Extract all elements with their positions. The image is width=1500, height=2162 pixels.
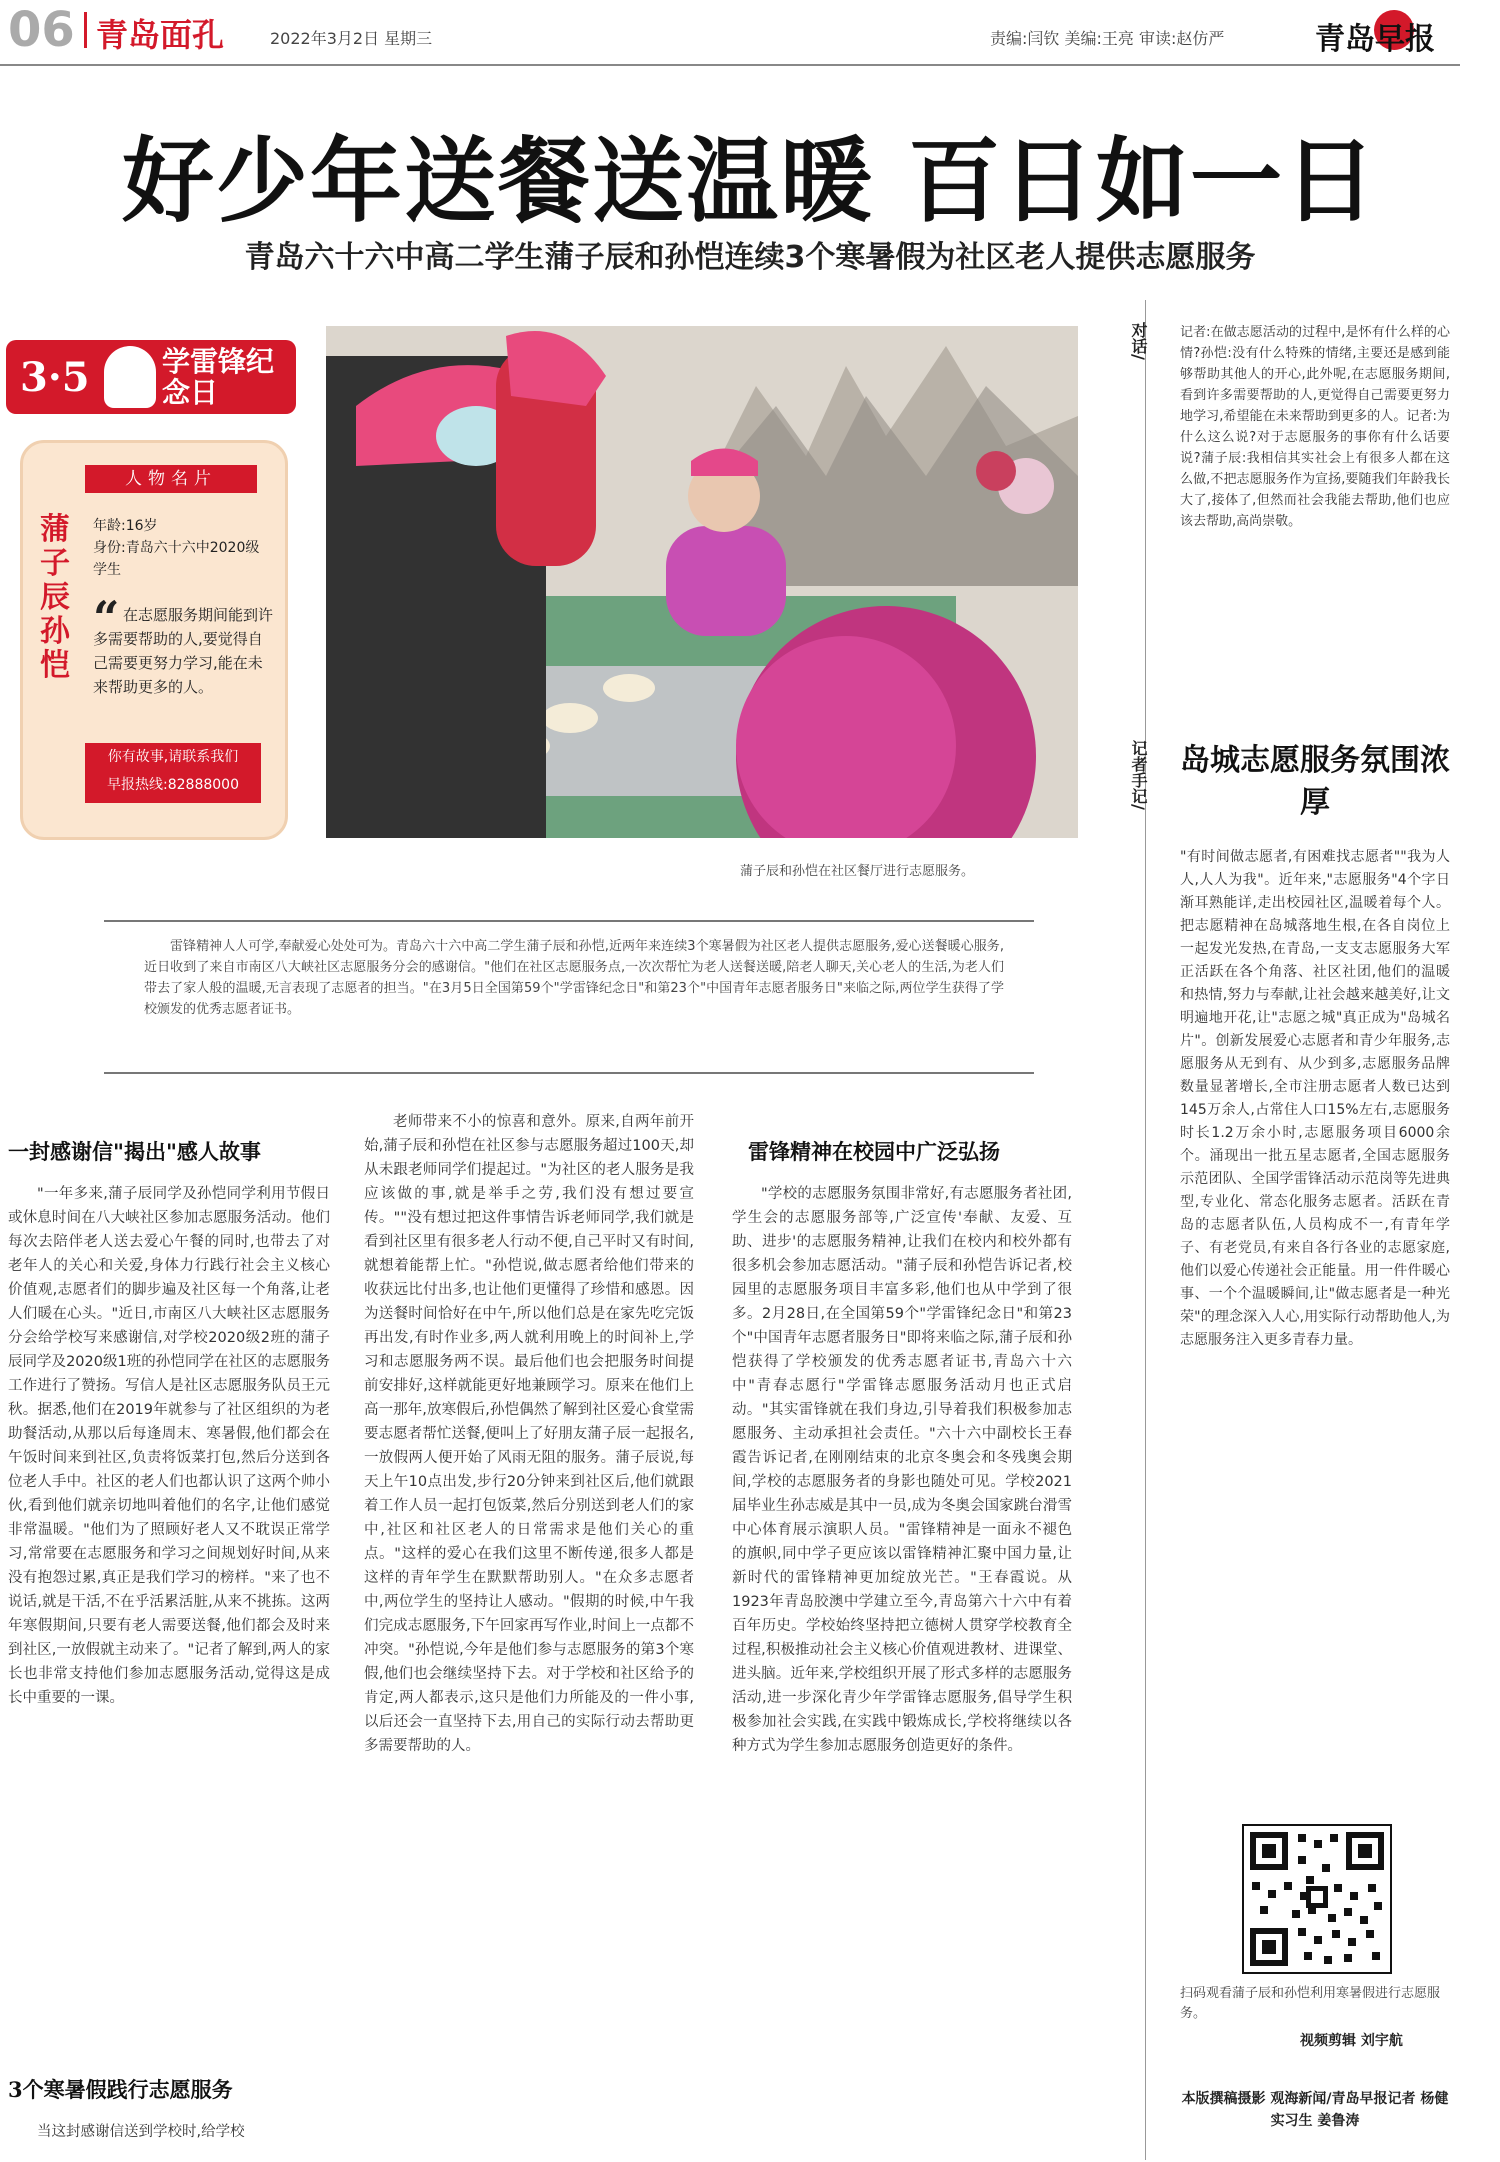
section-4-paragraph: 当这封感谢信送到学校时,给学校 — [37, 2124, 245, 2140]
video-credit: 视频剪辑 刘宇航 — [1300, 2033, 1403, 2049]
intro-text: 雷锋精神人人可学,奉献爱心处处可为。青岛六十六中高二学生蒲子辰和孙恺,近两年来连续3个寒暑假为社区老人提供志愿服务,爱心送餐暖心服务,近日收到了来自市南区八大峡社区志愿服务分会的感谢信。"他们在社区志愿服务点,一次次帮忙为老人送餐送暖,陪老人聊天,关心老人的生活,为老人们带去了家人般的温暖,无言表现了志愿者的担当。"在3月5日全国第59个"学雷锋纪念日"和第23个"中国青年志愿者服务日"来临之际,两位学生获得了学校颁发的优秀志愿者证书。 — [144, 939, 1004, 1017]
column-divider — [1145, 300, 1146, 2160]
profile-card-title: 人物名片 — [85, 465, 257, 493]
hotline-label: 你有故事,请联系我们 — [107, 749, 239, 765]
reporter-note-label: 记者手记/ — [1129, 740, 1148, 810]
profile-quote: 在志愿服务期间能到许多需要帮助的人,要觉得自己需要更努力学习,能在未来帮助更多的人。 — [93, 606, 274, 696]
dialogue-text: 记者:在做志愿活动的过程中,是怀有什么样的心情?孙恺:没有什么特殊的情绪,主要还是感到能够帮助其他人的开心,此外呢,在志愿服务期间,看到许多需要帮助的人,更觉得自己需要更努力地学习,希望能在未来帮助到更多的人。记者:为什么这么说?对于志愿服务的事你有什么话要说?蒲子辰:我相信其实社会上有很多人都在这么做,不把志愿服务作为宣扬,要随我们年龄我长大了,接体了,但然而社会我能去帮助,他们也应该去帮助,高尚崇敬。 — [1180, 325, 1450, 529]
qr-code-icon[interactable] — [1242, 1824, 1392, 1974]
photo-caption: 蒲子辰和孙恺在社区餐厅进行志愿服务。 — [740, 864, 975, 879]
page-header — [0, 0, 1460, 64]
hotline-box — [85, 743, 261, 803]
qr-caption: 扫码观看蒲子辰和孙恺利用寒暑假进行志愿服务。 — [1180, 1986, 1441, 2021]
reporter-note-title: 岛城志愿服务氛围浓厚 — [1180, 743, 1450, 820]
intro-box — [104, 920, 1034, 1074]
photo-illustration — [326, 326, 1078, 838]
hotline-number: 早报热线:82888000 — [107, 777, 239, 793]
lei-feng-day-badge — [6, 340, 296, 414]
header-rule — [0, 64, 1460, 66]
section-4-title: 3个寒暑假践行志愿服务 — [8, 2077, 233, 2102]
subheadline: 青岛六十六中高二学生蒲子辰和孙恺连续3个寒暑假为社区老人提供志愿服务 — [244, 240, 1256, 275]
section-title: 青岛面孔 — [96, 16, 225, 54]
profile-info — [93, 515, 273, 581]
news-photo — [326, 326, 1078, 838]
headline: 好少年送餐送温暖 百日如一日 — [121, 128, 1379, 235]
dialogue-label: 对话/ — [1129, 322, 1148, 360]
profile-card — [20, 440, 288, 840]
section-1-paragraph: "一年多来,蒲子辰同学及孙恺同学利用节假日或休息时间在八大峡社区参加志愿服务活动。他们每次去陪伴老人送去爱心午餐的同时,也带去了对老年人的关心和关爱,身体力行践行社会主义核心价值观,志愿者们的脚步遍及社区每一个角落,让老人们暖在心头。"近日,市南区八大峡社区志愿服务分会给学校写来感谢信,对学校2020级2班的蒲子辰同学及2020级1班的孙恺同学在社区的志愿服务工作进行了赞扬。写信人是社区志愿服务队员王元秋。据悉,他们在2019年就参与了社区组织的为老助餐活动,从那以后每逢周末、寒暑假,他们都会在午饭时间来到社区,负责将饭菜打包,然后分送到各位老人手中。社区的老人们也都认识了这两个帅小伙,看到他们就亲切地叫着他们的名字,让他们感觉非常温暖。"他们为了照顾好老人又不耽误正常学习,常常要在志愿服务和学习之间规划好时间,从来没有抱怨过累,真正是我们学习的榜样。"来了也不说话,就是干活,不在乎活累活脏,从来不挑拣。这两年寒假期间,只要有老人需要送餐,他们都会及时来到社区,一放假就主动来了。"记者了解到,两人的家长也非常支持他们参加志愿服务活动,觉得这是成长中重要的一课。 — [8, 1186, 330, 1706]
newspaper-brand: 青岛早报 — [1315, 22, 1435, 57]
section-divider — [84, 12, 87, 48]
section-1-title: 一封感谢信"揭出"感人故事 — [8, 1139, 261, 1164]
section-3-paragraph: "学校的志愿服务氛围非常好,有志愿服务者社团,学生会的志愿服务部等,广泛宣传'奉献、友爱、互助、进步'的志愿服务精神,让我们在校内和校外都有很多机会参加志愿活动。"蒲子辰和孙恺告诉记者,校园里的志愿服务项目丰富多彩,他们也从中学到了很多。2月28日,在全国第59个"学雷锋纪念日"和第23个"中国青年志愿者服务日"即将来临之际,蒲子辰和孙恺获得了学校颁发的优秀志愿者证书,青岛六十六中"青春志愿行"学雷锋志愿服务活动月也正式启动。"其实雷锋就在我们身边,引导着我们积极参加志愿服务、主动承担社会责任。"六十六中副校长王春霞告诉记者,在刚刚结束的北京冬奥会和冬残奥会期间,学校的志愿服务者的身影也随处可见。学校2021届毕业生孙志威是其中一员,成为冬奥会国家跳台滑雪中心体育展示演职人员。"雷锋精神是一面永不褪色的旗帜,同中学子更应该以雷锋精神汇聚中国力量,让新时代的雷锋精神更加绽放光芒。"王春霞说。从1923年青岛胶澳中学建立至今,青岛第六十六中有着百年历史。学校始终坚持把立德树人贯穿学校教育全过程,积极推动社会主义核心价值观进教材、进课堂、进头脑。近年来,学校组织开展了形式多样的志愿服务活动,进一步深化青少年学雷锋志愿服务,倡导学生积极参加社会实践,在实践中锻炼成长,学校将继续以各种方式为学生参加志愿服务创造更好的条件。 — [732, 1186, 1072, 1754]
reporter-note-body: "有时间做志愿者,有困难找志愿者""我为人人,人人为我"。近年来,"志愿服务"4个字日渐耳熟能详,走出校园社区,温暖着每个人。把志愿精神在岛城落地生根,在各自岗位上一起发光发热,在青岛,一支支志愿服务大军正活跃在各个角落、社区社团,他们的温暖和热情,努力与奉献,让社会越来越美好,让文明遍地开花,让"志愿之城"真正成为"岛城名片"。创新发展爱心志愿者和青少年服务,志愿服务从无到有、从少到多,志愿服务品牌数量显著增长,全市注册志愿者人数已达到145万余人,占常住人口15%左右,志愿服务时长1.2万余小时,志愿服务项目6000余个。涌现出一批五星志愿者,全国志愿服务示范团队、全国学雷锋活动示范岗等先进典型,专业化、常态化服务志愿者。活跃在青岛的志愿者队伍,人员构成不一,有青年学子、有老党员,有来自各行各业的志愿家庭,他们以爱心传递社会正能量。用一件件暖心事、一个个温暖瞬间,让"做志愿者是一种光荣"的理念深入人心,用实际行动帮助他人,为志愿服务注入更多青春力量。 — [1180, 849, 1450, 1348]
profile-age: 年龄:16岁 — [93, 518, 158, 534]
section-2-paragraph: 老师带来不小的惊喜和意外。原来,自两年前开始,蒲子辰和孙恺在社区参与志愿服务超过100天,却从未跟老师同学们提起过。"为社区的老人服务是我应该做的事,就是举手之劳,我们没有想过要宣传。""没有想过把这件事情告诉老师同学,我们就是看到社区里有很多老人行动不便,自己平时又有时间,就想着能帮上忙。"孙恺说,做志愿者给他们带来的收获远比付出多,也让他们更懂得了珍惜和感恩。因为送餐时间恰好在中午,所以他们总是在家先吃完饭再出发,有时作业多,两人就利用晚上的时间补上,学习和志愿服务两不误。最后他们也会把服务时间提前安排好,这样就能更好地兼顾学习。原来在他们上高一那年,放寒假后,孙恺偶然了解到社区爱心食堂需要志愿者帮忙送餐,便叫上了好朋友蒲子辰一起报名,一放假两人便开始了风雨无阻的服务。蒲子辰说,每天上午10点出发,步行20分钟来到社区后,他们就跟着工作人员一起打包饭菜,然后分别送到老人们的家中,社区和社区老人的日常需求是他们关心的重点。"这样的爱心在我们这里不断传递,很多人都是这样的青年学生在默默帮助别人。"在众多志愿者中,两位学生的坚持让人感动。"假期的时候,中午我们完成志愿服务,下午回家再写作业,时间上一点都不冲突。"孙恺说,今年是他们参与志愿服务的第3个寒假,他们也会继续坚持下去。对于学校和社区给予的肯定,两人都表示,这只是他们力所能及的一件小事,以后还会一直坚持下去,用自己的实际行动去帮助更多需要帮助的人。 — [364, 1114, 694, 1754]
profile-names: 蒲子辰 孙恺 — [40, 512, 70, 683]
badge-text: 学雷锋纪念日 — [162, 345, 275, 409]
lei-feng-portrait-icon — [104, 346, 156, 408]
editor-credits: 责编:闫钦 美编:王亮 审读:赵仿严 — [990, 29, 1225, 48]
section-4-body — [8, 2120, 330, 2158]
profile-identity: 身份:青岛六十六中2020级学生 — [93, 540, 260, 578]
section-3-title: 雷锋精神在校园中广泛弘扬 — [748, 1139, 1000, 1164]
page-number: 06 — [8, 2, 75, 58]
section-3-body — [732, 1182, 1072, 2156]
badge-number: 3·5 — [20, 354, 90, 401]
section-1-body — [8, 1182, 330, 2052]
section-2-body — [364, 1110, 694, 2156]
issue-date: 2022年3月2日 星期三 — [270, 29, 433, 48]
page-credit: 本版撰稿摄影 观海新闻/青岛早报记者 杨健 实习生 姜鲁涛 — [1181, 2091, 1449, 2129]
quote-mark-icon: “ — [93, 591, 120, 645]
